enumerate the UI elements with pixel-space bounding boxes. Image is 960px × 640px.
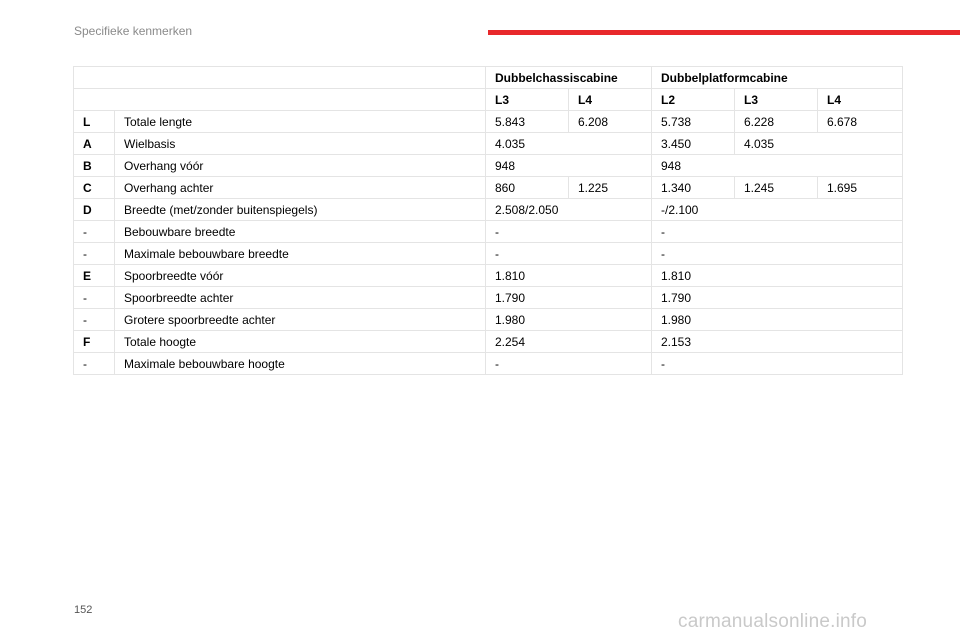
- specifications-table: [73, 66, 903, 375]
- table-cell: -: [486, 353, 652, 375]
- table-row: [74, 111, 903, 133]
- table-cell: 5.738: [652, 111, 735, 133]
- row-code: -: [74, 353, 115, 375]
- table-cell: -: [652, 353, 903, 375]
- header-accent-bar: [488, 30, 960, 35]
- table-cell: 2.153: [652, 331, 903, 353]
- table-cell: 2.254: [486, 331, 652, 353]
- table-cell: 860: [486, 177, 569, 199]
- row-code: -: [74, 309, 115, 331]
- row-code: -: [74, 243, 115, 265]
- table-cell: -: [652, 243, 903, 265]
- row-label: Overhang vóór: [115, 155, 486, 177]
- sub-header: L4: [569, 89, 652, 111]
- table-cell: 1.810: [652, 265, 903, 287]
- table-cell: 5.843: [486, 111, 569, 133]
- row-label: Grotere spoorbreedte achter: [115, 309, 486, 331]
- table-row: [74, 221, 903, 243]
- table-row: [74, 331, 903, 353]
- section-title: Specifieke kenmerken: [74, 24, 193, 38]
- row-code: C: [74, 177, 115, 199]
- row-label: Overhang achter: [115, 177, 486, 199]
- table-cell: 1.810: [486, 265, 652, 287]
- row-label: Totale lengte: [115, 111, 486, 133]
- table-cell: -/2.100: [652, 199, 903, 221]
- sub-header: L3: [486, 89, 569, 111]
- table-cell: -: [486, 221, 652, 243]
- table-cell: 1.695: [818, 177, 903, 199]
- table-cell: 3.450: [652, 133, 735, 155]
- row-code: A: [74, 133, 115, 155]
- group-header-dubbelchassiscabine: Dubbelchassiscabine: [486, 67, 652, 89]
- group-header-dubbelplatformcabine: Dubbelplatformcabine: [652, 67, 903, 89]
- sub-header: L2: [652, 89, 735, 111]
- table-cell: 1.980: [486, 309, 652, 331]
- table-row: [74, 265, 903, 287]
- table-cell: 6.208: [569, 111, 652, 133]
- table-cell: 948: [652, 155, 903, 177]
- table-cell: 6.228: [735, 111, 818, 133]
- table-row: [74, 353, 903, 375]
- table-cell: -: [486, 243, 652, 265]
- sub-header: L3: [735, 89, 818, 111]
- header-blank-cell: [74, 89, 486, 111]
- table-cell: 1.790: [652, 287, 903, 309]
- row-label: Spoorbreedte vóór: [115, 265, 486, 287]
- sub-header: L4: [818, 89, 903, 111]
- watermark-text: carmanualsonline.info: [678, 611, 868, 632]
- table-cell: 2.508/2.050: [486, 199, 652, 221]
- row-code: L: [74, 111, 115, 133]
- row-label: Totale hoogte: [115, 331, 486, 353]
- table-cell: 1.225: [569, 177, 652, 199]
- table-row: [74, 177, 903, 199]
- table-cell: 6.678: [818, 111, 903, 133]
- table-cell: 4.035: [486, 133, 652, 155]
- table-cell: 1.340: [652, 177, 735, 199]
- row-label: Wielbasis: [115, 133, 486, 155]
- table-cell: 948: [486, 155, 652, 177]
- row-code: D: [74, 199, 115, 221]
- table-cell: 1.245: [735, 177, 818, 199]
- row-label: Breedte (met/zonder buitenspiegels): [115, 199, 486, 221]
- table-row: [74, 133, 903, 155]
- table-row: [74, 287, 903, 309]
- table-row: [74, 243, 903, 265]
- row-label: Spoorbreedte achter: [115, 287, 486, 309]
- group-header-row: [74, 67, 903, 89]
- page-number: 152: [74, 604, 93, 616]
- row-code: B: [74, 155, 115, 177]
- row-label: Bebouwbare breedte: [115, 221, 486, 243]
- table-row: [74, 309, 903, 331]
- row-label: Maximale bebouwbare breedte: [115, 243, 486, 265]
- table-cell: 1.790: [486, 287, 652, 309]
- row-code: -: [74, 221, 115, 243]
- row-code: E: [74, 265, 115, 287]
- row-label: Maximale bebouwbare hoogte: [115, 353, 486, 375]
- row-code: -: [74, 287, 115, 309]
- header-blank-cell: [74, 67, 486, 89]
- table-cell: 4.035: [735, 133, 903, 155]
- table-row: [74, 199, 903, 221]
- sub-header-row: [74, 89, 903, 111]
- table-row: [74, 155, 903, 177]
- table-cell: -: [652, 221, 903, 243]
- row-code: F: [74, 331, 115, 353]
- table-cell: 1.980: [652, 309, 903, 331]
